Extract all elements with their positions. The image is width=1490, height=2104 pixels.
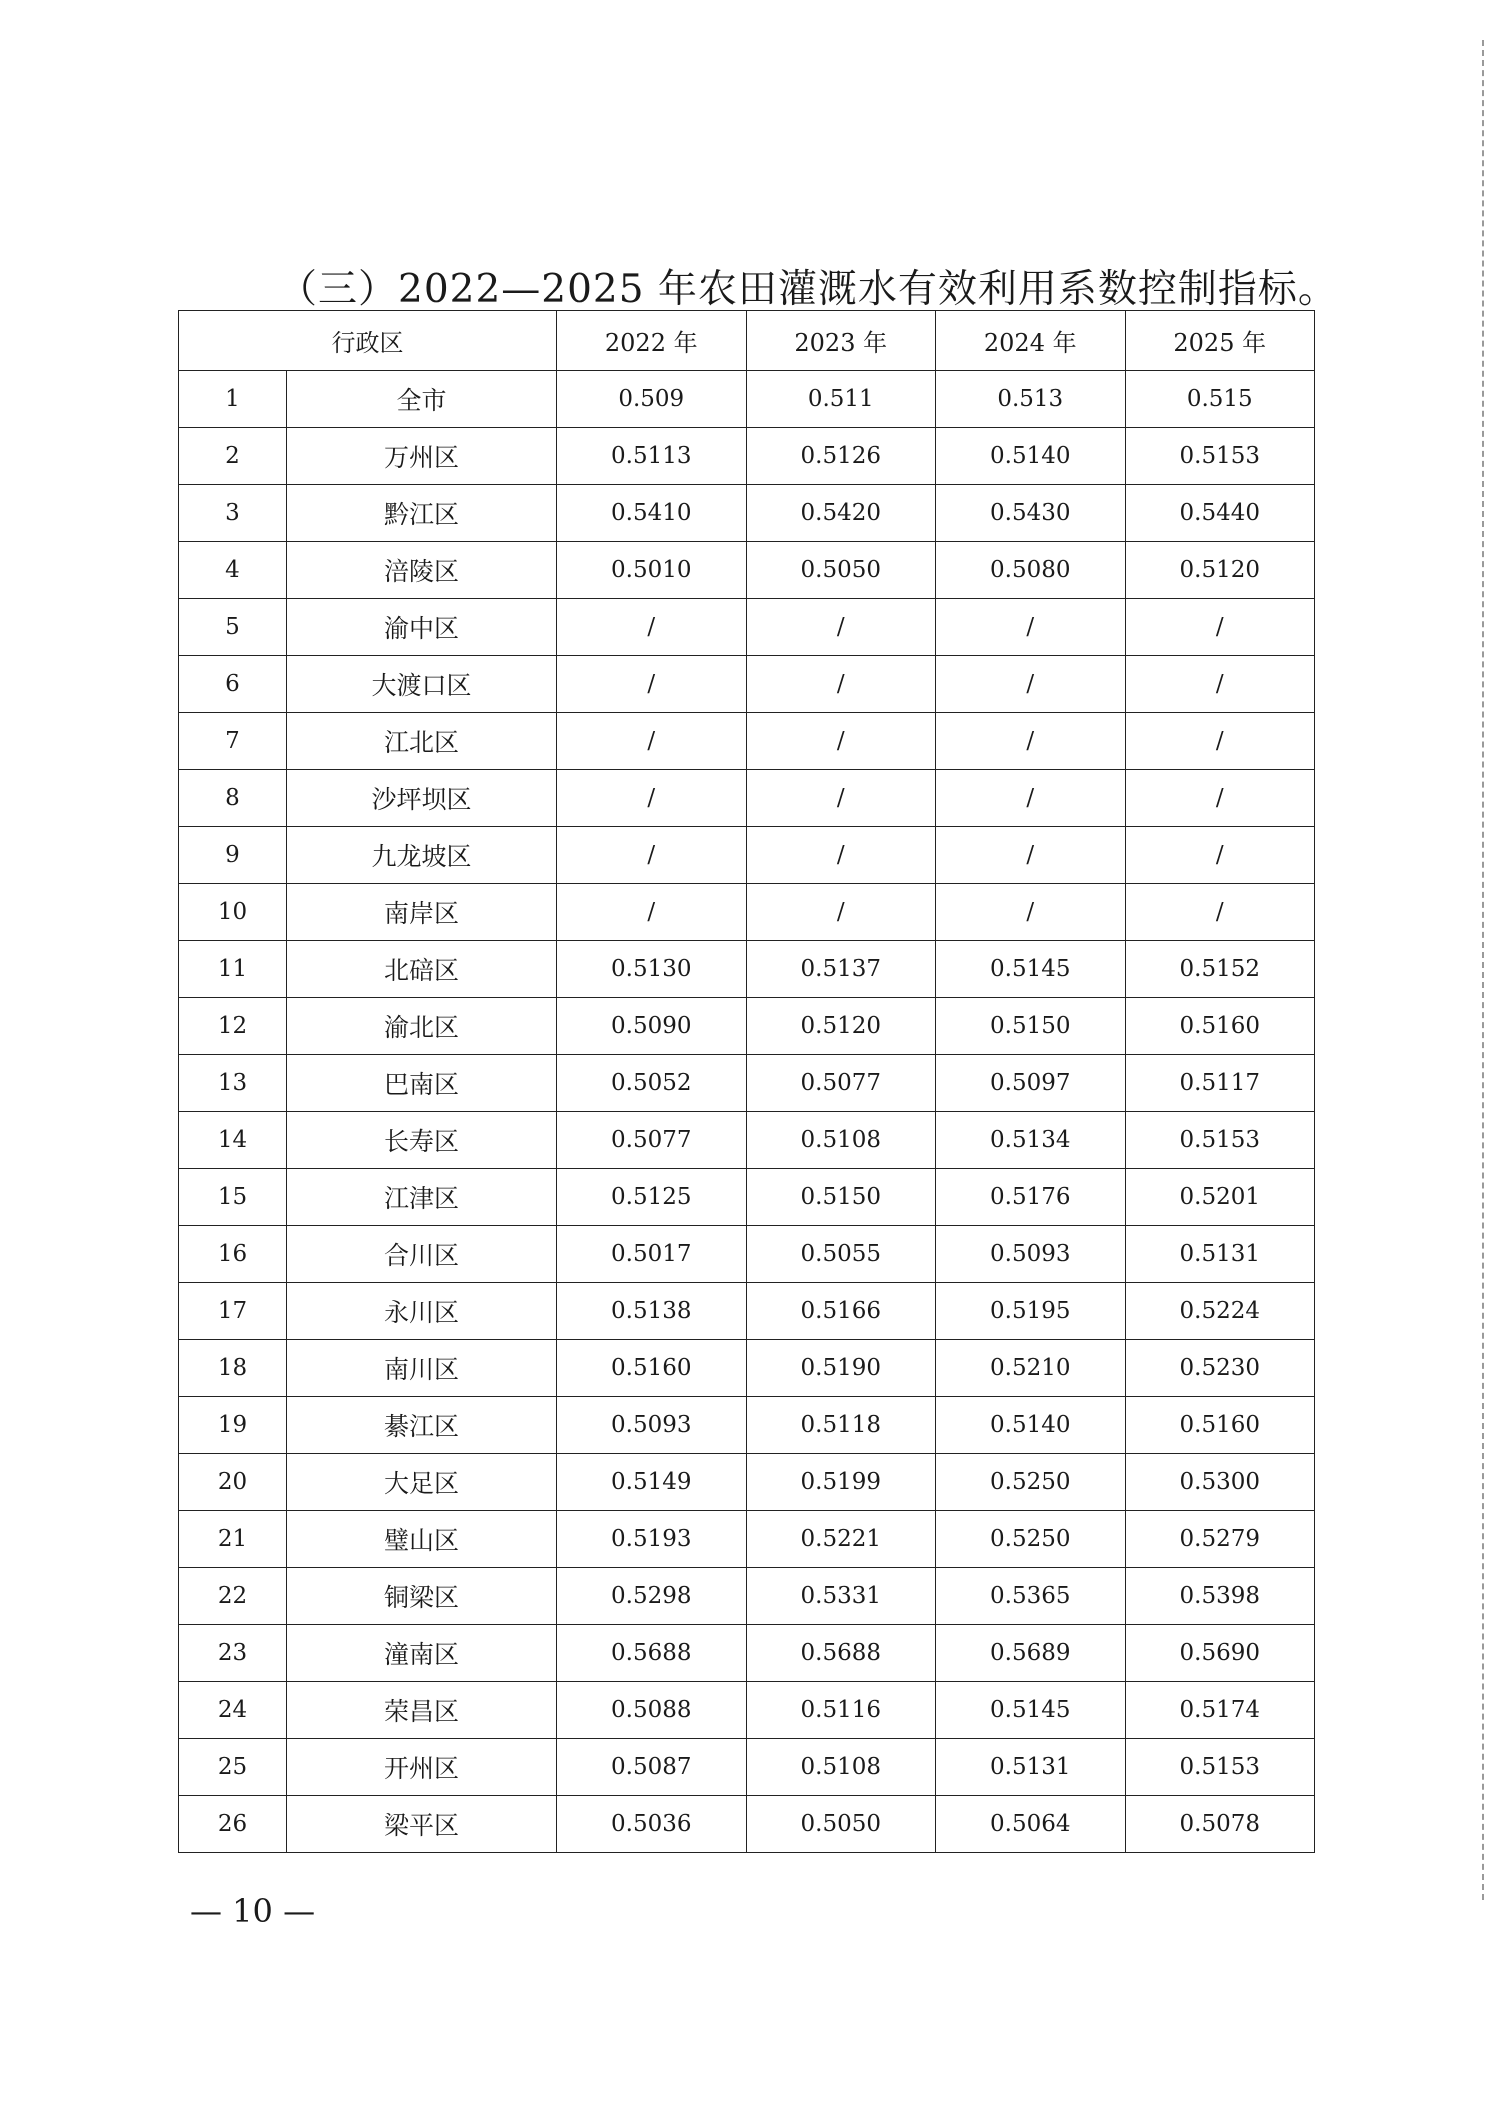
- value-2025: 0.5152: [1125, 941, 1315, 998]
- value-2022: 0.5160: [557, 1340, 747, 1397]
- value-2023: 0.5190: [746, 1340, 936, 1397]
- value-2022: 0.5410: [557, 485, 747, 542]
- value-2024: 0.5689: [936, 1625, 1126, 1682]
- value-2025: /: [1125, 656, 1315, 713]
- value-2025: 0.5153: [1125, 1739, 1315, 1796]
- value-2022: 0.5090: [557, 998, 747, 1055]
- row-index: 14: [179, 1112, 287, 1169]
- row-index: 5: [179, 599, 287, 656]
- table-row: [179, 599, 1315, 656]
- value-2025: 0.5230: [1125, 1340, 1315, 1397]
- value-2023: 0.5118: [746, 1397, 936, 1454]
- row-index: 3: [179, 485, 287, 542]
- row-index: 10: [179, 884, 287, 941]
- value-2023: 0.5688: [746, 1625, 936, 1682]
- table-row: [179, 941, 1315, 998]
- value-2023: /: [746, 770, 936, 827]
- header-region: 行政区: [179, 311, 557, 371]
- value-2025: 0.5690: [1125, 1625, 1315, 1682]
- value-2023: 0.5126: [746, 428, 936, 485]
- value-2025: 0.5174: [1125, 1682, 1315, 1739]
- table-row: [179, 1739, 1315, 1796]
- value-2024: /: [936, 884, 1126, 941]
- row-index: 26: [179, 1796, 287, 1853]
- value-2024: 0.5365: [936, 1568, 1126, 1625]
- header-year-2024: 2024 年: [936, 311, 1126, 371]
- region-name: 璧山区: [287, 1511, 557, 1568]
- value-2023: 0.5199: [746, 1454, 936, 1511]
- table-row: [179, 770, 1315, 827]
- row-index: 25: [179, 1739, 287, 1796]
- region-name: 黔江区: [287, 485, 557, 542]
- value-2024: /: [936, 713, 1126, 770]
- value-2023: 0.5050: [746, 542, 936, 599]
- table-row: [179, 1511, 1315, 1568]
- value-2024: 0.5097: [936, 1055, 1126, 1112]
- value-2023: 0.5116: [746, 1682, 936, 1739]
- row-index: 23: [179, 1625, 287, 1682]
- value-2024: 0.5430: [936, 485, 1126, 542]
- value-2024: 0.5145: [936, 941, 1126, 998]
- value-2022: 0.5130: [557, 941, 747, 998]
- region-name: 南川区: [287, 1340, 557, 1397]
- value-2025: 0.5398: [1125, 1568, 1315, 1625]
- row-index: 6: [179, 656, 287, 713]
- value-2023: 0.5077: [746, 1055, 936, 1112]
- value-2023: 0.5221: [746, 1511, 936, 1568]
- table-row: [179, 1169, 1315, 1226]
- region-name: 永川区: [287, 1283, 557, 1340]
- table-row: [179, 827, 1315, 884]
- value-2022: 0.5298: [557, 1568, 747, 1625]
- value-2025: 0.5120: [1125, 542, 1315, 599]
- value-2022: /: [557, 827, 747, 884]
- table-row: [179, 1682, 1315, 1739]
- region-name: 沙坪坝区: [287, 770, 557, 827]
- value-2023: 0.5108: [746, 1739, 936, 1796]
- value-2022: 0.5138: [557, 1283, 747, 1340]
- region-name: 江北区: [287, 713, 557, 770]
- section-heading: （三）2022—2025 年农田灌溉水有效利用系数控制指标。: [278, 267, 1338, 312]
- region-name: 巴南区: [287, 1055, 557, 1112]
- value-2022: 0.5688: [557, 1625, 747, 1682]
- region-name: 万州区: [287, 428, 557, 485]
- value-2025: 0.5131: [1125, 1226, 1315, 1283]
- header-year-2022: 2022 年: [557, 311, 747, 371]
- region-name: 綦江区: [287, 1397, 557, 1454]
- table-row: [179, 428, 1315, 485]
- value-2022: /: [557, 656, 747, 713]
- value-2022: 0.5193: [557, 1511, 747, 1568]
- header-year-2025: 2025 年: [1125, 311, 1315, 371]
- table-header-row: [179, 311, 1315, 371]
- value-2024: 0.5210: [936, 1340, 1126, 1397]
- value-2024: 0.5145: [936, 1682, 1126, 1739]
- value-2023: 0.511: [746, 371, 936, 428]
- page-edge-mark: [1482, 40, 1484, 1900]
- region-name: 长寿区: [287, 1112, 557, 1169]
- table-row: [179, 998, 1315, 1055]
- row-index: 21: [179, 1511, 287, 1568]
- header-year-2023: 2023 年: [746, 311, 936, 371]
- row-index: 16: [179, 1226, 287, 1283]
- table-row: [179, 1397, 1315, 1454]
- row-index: 15: [179, 1169, 287, 1226]
- value-2022: 0.5088: [557, 1682, 747, 1739]
- value-2023: 0.5050: [746, 1796, 936, 1853]
- row-index: 24: [179, 1682, 287, 1739]
- region-name: 铜梁区: [287, 1568, 557, 1625]
- table-row: [179, 1796, 1315, 1853]
- table-row: [179, 1112, 1315, 1169]
- row-index: 11: [179, 941, 287, 998]
- value-2022: /: [557, 770, 747, 827]
- value-2022: 0.5077: [557, 1112, 747, 1169]
- row-index: 18: [179, 1340, 287, 1397]
- table-row: [179, 1283, 1315, 1340]
- value-2025: /: [1125, 827, 1315, 884]
- row-index: 13: [179, 1055, 287, 1112]
- value-2025: /: [1125, 884, 1315, 941]
- row-index: 20: [179, 1454, 287, 1511]
- value-2022: /: [557, 599, 747, 656]
- row-index: 17: [179, 1283, 287, 1340]
- value-2023: /: [746, 656, 936, 713]
- value-2025: /: [1125, 599, 1315, 656]
- value-2024: 0.5140: [936, 1397, 1126, 1454]
- value-2025: 0.5160: [1125, 998, 1315, 1055]
- value-2023: /: [746, 827, 936, 884]
- region-name: 渝中区: [287, 599, 557, 656]
- coefficient-table: [178, 310, 1315, 1853]
- value-2022: 0.5052: [557, 1055, 747, 1112]
- value-2025: /: [1125, 713, 1315, 770]
- value-2025: 0.5117: [1125, 1055, 1315, 1112]
- value-2022: /: [557, 713, 747, 770]
- table-row: [179, 713, 1315, 770]
- table-row: [179, 485, 1315, 542]
- row-index: 8: [179, 770, 287, 827]
- value-2025: 0.5153: [1125, 1112, 1315, 1169]
- page-number: — 10 —: [190, 1892, 316, 1930]
- region-name: 南岸区: [287, 884, 557, 941]
- table-row: [179, 1568, 1315, 1625]
- region-name: 大足区: [287, 1454, 557, 1511]
- region-name: 涪陵区: [287, 542, 557, 599]
- value-2023: 0.5055: [746, 1226, 936, 1283]
- value-2024: 0.5140: [936, 428, 1126, 485]
- value-2024: 0.5250: [936, 1454, 1126, 1511]
- row-index: 1: [179, 371, 287, 428]
- value-2025: 0.5279: [1125, 1511, 1315, 1568]
- value-2022: 0.5093: [557, 1397, 747, 1454]
- value-2022: /: [557, 884, 747, 941]
- region-name: 九龙坡区: [287, 827, 557, 884]
- region-name: 合川区: [287, 1226, 557, 1283]
- value-2025: /: [1125, 770, 1315, 827]
- table-row: [179, 884, 1315, 941]
- region-name: 开州区: [287, 1739, 557, 1796]
- value-2022: 0.5149: [557, 1454, 747, 1511]
- value-2024: 0.5093: [936, 1226, 1126, 1283]
- table-row: [179, 371, 1315, 428]
- table-row: [179, 1340, 1315, 1397]
- row-index: 12: [179, 998, 287, 1055]
- value-2024: 0.5150: [936, 998, 1126, 1055]
- table-row: [179, 1454, 1315, 1511]
- value-2023: 0.5150: [746, 1169, 936, 1226]
- value-2024: /: [936, 599, 1126, 656]
- table-row: [179, 1226, 1315, 1283]
- value-2024: 0.513: [936, 371, 1126, 428]
- region-name: 梁平区: [287, 1796, 557, 1853]
- region-name: 全市: [287, 371, 557, 428]
- table-row: [179, 1625, 1315, 1682]
- value-2023: 0.5120: [746, 998, 936, 1055]
- value-2024: 0.5195: [936, 1283, 1126, 1340]
- value-2024: 0.5080: [936, 542, 1126, 599]
- value-2025: 0.5160: [1125, 1397, 1315, 1454]
- value-2024: 0.5176: [936, 1169, 1126, 1226]
- value-2024: /: [936, 827, 1126, 884]
- region-name: 大渡口区: [287, 656, 557, 713]
- region-name: 荣昌区: [287, 1682, 557, 1739]
- value-2023: /: [746, 713, 936, 770]
- value-2025: 0.5224: [1125, 1283, 1315, 1340]
- region-name: 渝北区: [287, 998, 557, 1055]
- value-2024: /: [936, 656, 1126, 713]
- value-2024: 0.5131: [936, 1739, 1126, 1796]
- value-2023: /: [746, 599, 936, 656]
- value-2023: /: [746, 884, 936, 941]
- value-2025: 0.5078: [1125, 1796, 1315, 1853]
- value-2024: /: [936, 770, 1126, 827]
- value-2025: 0.5201: [1125, 1169, 1315, 1226]
- value-2022: 0.5125: [557, 1169, 747, 1226]
- value-2022: 0.5036: [557, 1796, 747, 1853]
- row-index: 9: [179, 827, 287, 884]
- region-name: 北碚区: [287, 941, 557, 998]
- value-2022: 0.5017: [557, 1226, 747, 1283]
- table-row: [179, 542, 1315, 599]
- value-2022: 0.5113: [557, 428, 747, 485]
- value-2023: 0.5108: [746, 1112, 936, 1169]
- region-name: 潼南区: [287, 1625, 557, 1682]
- value-2024: 0.5134: [936, 1112, 1126, 1169]
- value-2022: 0.5010: [557, 542, 747, 599]
- table-body: [179, 371, 1315, 1853]
- region-name: 江津区: [287, 1169, 557, 1226]
- value-2022: 0.509: [557, 371, 747, 428]
- row-index: 2: [179, 428, 287, 485]
- value-2025: 0.5300: [1125, 1454, 1315, 1511]
- row-index: 19: [179, 1397, 287, 1454]
- value-2023: 0.5166: [746, 1283, 936, 1340]
- value-2024: 0.5064: [936, 1796, 1126, 1853]
- value-2024: 0.5250: [936, 1511, 1126, 1568]
- row-index: 22: [179, 1568, 287, 1625]
- value-2025: 0.5153: [1125, 428, 1315, 485]
- value-2025: 0.5440: [1125, 485, 1315, 542]
- value-2023: 0.5420: [746, 485, 936, 542]
- value-2023: 0.5331: [746, 1568, 936, 1625]
- row-index: 7: [179, 713, 287, 770]
- table-row: [179, 656, 1315, 713]
- value-2025: 0.515: [1125, 371, 1315, 428]
- row-index: 4: [179, 542, 287, 599]
- table-row: [179, 1055, 1315, 1112]
- value-2023: 0.5137: [746, 941, 936, 998]
- value-2022: 0.5087: [557, 1739, 747, 1796]
